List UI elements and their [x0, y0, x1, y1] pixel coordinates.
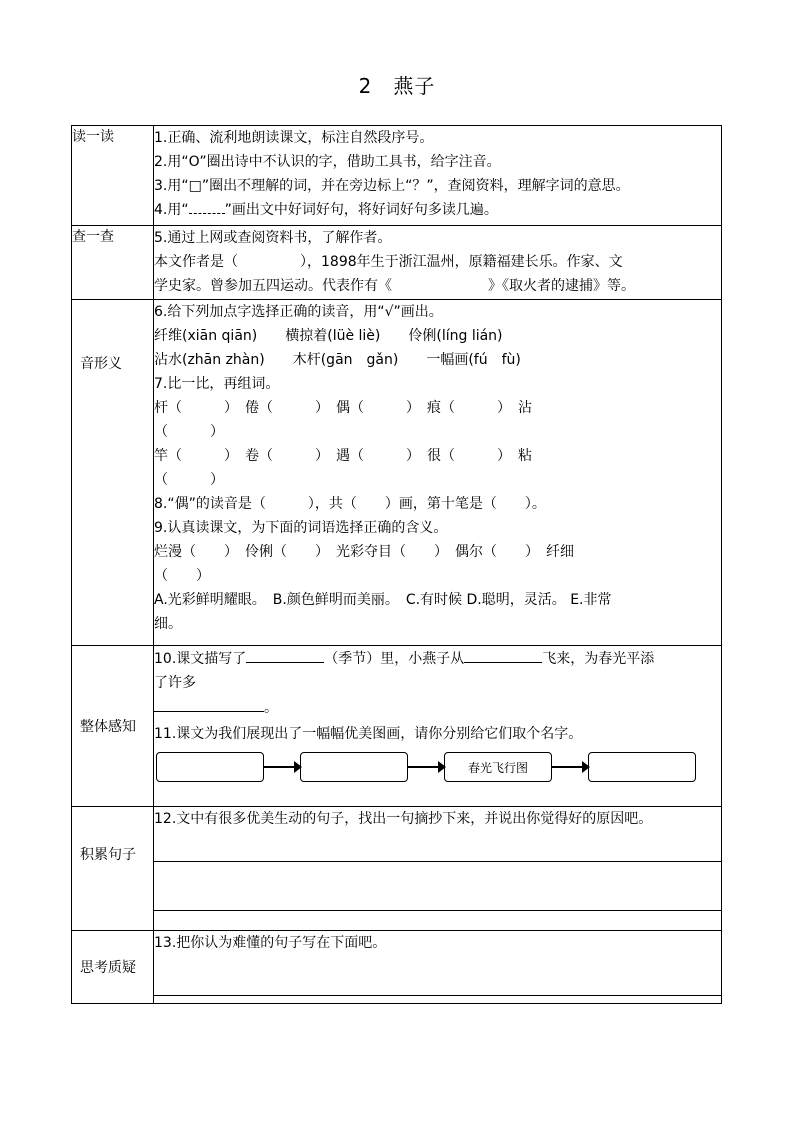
- question-line: 12.文中有很多优美生动的句子，找出一句摘抄下来，并说出你觉得好的原因吧。: [154, 811, 653, 827]
- task-text: 》《取火者的逮捕》等。: [488, 278, 635, 294]
- worksheet-table: [71, 125, 722, 1004]
- task-text: 学史家。曾参加五四运动。代表作有《: [154, 278, 392, 294]
- row-label: 积累句子: [72, 807, 154, 931]
- picture-name-box: 春光飞行图: [444, 752, 552, 782]
- pinyin-choices: 纤维(xiān qiān) 横掠着(lüè liè) 伶俐(líng lián): [154, 328, 503, 344]
- task-text: 本文作者是（: [154, 254, 238, 270]
- arrow-right-icon: [552, 766, 588, 768]
- task-text: 4.用“: [154, 202, 189, 218]
- task-line: 5.通过上网或查阅资料书，了解作者。: [154, 230, 392, 246]
- writing-line[interactable]: [154, 995, 721, 996]
- question-line: 7.比一比，再组词。: [154, 376, 280, 392]
- arrow-right-icon: [408, 766, 444, 768]
- meaning-line: （ ）: [154, 568, 210, 584]
- row-sentences: [72, 807, 722, 931]
- page-title: 2 燕子: [358, 74, 436, 98]
- word-compare-line: 杆（ ） 倦（ ） 偶（ ） 痕（ ） 沾: [154, 400, 532, 416]
- row-content: [154, 807, 722, 931]
- meaning-line: 烂漫（ ） 伶俐（ ） 光彩夺目（ ） 偶尔（ ） 纤细: [154, 544, 574, 560]
- word-compare-line: （ ）: [154, 424, 224, 440]
- picture-name-box[interactable]: [588, 752, 696, 782]
- row-content: [154, 300, 722, 646]
- question-line: [154, 646, 721, 671]
- wavy-underline-mark: [189, 199, 225, 214]
- row-read: [72, 126, 722, 226]
- word-compare-line: （ ）: [154, 472, 224, 488]
- task-line: [154, 198, 721, 222]
- word-compare-line: 竿（ ） 卷（ ） 遇（ ） 很（ ） 粘: [154, 448, 532, 464]
- task-text: 。: [264, 700, 278, 716]
- arrow-right-icon: [264, 766, 300, 768]
- task-line: 2.用“O”圈出诗中不认识的字，借助工具书，给字注音。: [154, 154, 501, 170]
- options-line: A.光彩鲜明耀眼。 B.颜色鲜明而美丽。 C.有时候 D.聪明，灵活。 E.非常: [154, 592, 612, 608]
- question-line: 13.把你认为难懂的句子写在下面吧。: [154, 935, 387, 951]
- pinyin-choices: 沾水(zhān zhàn) 木杆(gān gǎn) 一幅画(fú fù): [154, 352, 521, 368]
- answer-blank[interactable]: [154, 695, 264, 712]
- question-line: 6.给下列加点字选择正确的读音，用“√”画出。: [154, 304, 443, 320]
- row-label: 读一读: [72, 126, 154, 226]
- task-text: 了许多: [154, 675, 196, 691]
- row-label: 思考质疑: [72, 931, 154, 1004]
- question-line: 9.认真读课文，为下面的词语选择正确的含义。: [154, 520, 448, 536]
- picture-flow: [156, 752, 721, 782]
- task-line: 3.用“□”圈出不理解的词，并在旁边标上“？”，查阅资料，理解字词的意思。: [154, 178, 630, 194]
- task-text: ”画出文中好词好句，将好词好句多读几遍。: [224, 202, 498, 218]
- picture-name-box[interactable]: [300, 752, 408, 782]
- answer-blank[interactable]: [464, 646, 542, 663]
- writing-line[interactable]: [154, 861, 721, 862]
- task-line: [154, 274, 721, 298]
- answer-blank[interactable]: [246, 646, 324, 663]
- task-line: [154, 250, 721, 274]
- question-line: [154, 695, 721, 720]
- task-text: ），1898年生于浙江温州，原籍福建长乐。作家、文: [300, 254, 623, 270]
- row-label: 音形义: [72, 300, 154, 646]
- row-content: [154, 226, 722, 300]
- row-label: 查一查: [72, 226, 154, 300]
- question-line: 11.课文为我们展现出了一幅幅优美图画，请你分别给它们取个名字。: [154, 726, 583, 742]
- task-text: 飞来，为春光平添: [542, 651, 655, 667]
- row-content: [154, 126, 722, 226]
- row-lookup: [72, 226, 722, 300]
- task-line: 1.正确、流利地朗读课文，标注自然段序号。: [154, 130, 434, 146]
- row-sound-form-meaning: [72, 300, 722, 646]
- picture-name-box[interactable]: [156, 752, 264, 782]
- task-text: 10.课文描写了: [154, 651, 247, 667]
- task-text: （季节）里，小燕子从: [324, 651, 465, 667]
- row-content: [154, 931, 722, 1004]
- question-line: 8.“偶”的读音是（ ），共（ ）画，第十笔是（ ）。: [154, 496, 546, 512]
- row-questions: [72, 931, 722, 1004]
- options-line: 细。: [154, 616, 182, 632]
- row-label: 整体感知: [72, 646, 154, 807]
- writing-line[interactable]: [154, 910, 721, 911]
- row-overall: [72, 646, 722, 807]
- row-content: [154, 646, 722, 807]
